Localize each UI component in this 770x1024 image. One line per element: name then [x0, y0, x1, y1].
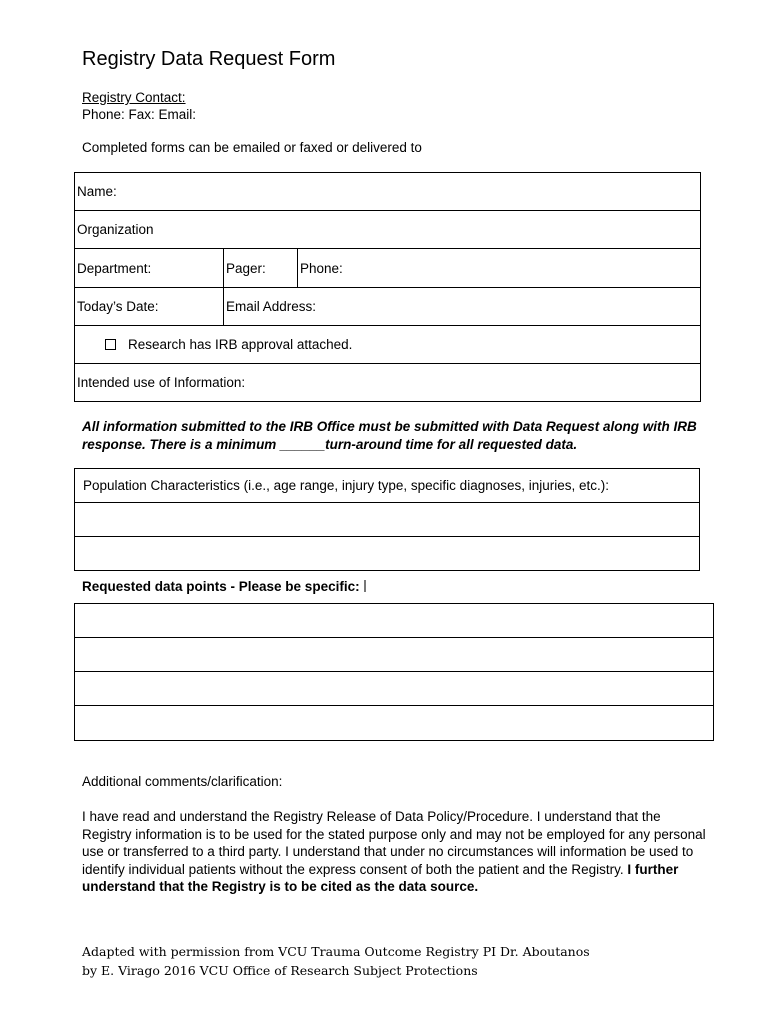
population-header: [75, 469, 700, 503]
requested-data-row[interactable]: [75, 604, 714, 638]
phone-field[interactable]: [298, 249, 701, 288]
date-label: Today’s Date:: [77, 299, 159, 314]
pager-field[interactable]: [224, 249, 298, 288]
population-label: Population Characteristics (i.e., age range, injury type, specific diagnoses, injuries, etc.):: [83, 478, 610, 493]
comments-label: Additional comments/clarification:: [82, 774, 283, 789]
footer-credits: [82, 942, 590, 980]
requested-data-label: Requested data points - Please be specific:: [82, 579, 360, 594]
contact-block: [82, 89, 196, 123]
page-title: Registry Data Request Form: [82, 48, 336, 70]
email-field[interactable]: [224, 288, 701, 326]
irb-checkbox[interactable]: [105, 339, 116, 350]
requested-data-row[interactable]: [75, 672, 714, 706]
intended-use-field[interactable]: [75, 364, 701, 402]
irb-notice: All information submitted to the IRB Office must be submitted with Data Request along with IRB response. There is a minimum ______turn-around time for all requested data.: [82, 419, 697, 452]
agreement-text: I have read and understand the Registry Release of Data Policy/Procedure. I understand that the Registry information is to be used for the stated purpose only and may not be employed for any personal use or transferred to a third party. I understand that under no circumstances will information be used to identify individual patients without the express consent of both the patient and the Registry.: [82, 809, 706, 877]
completed-instructions: Completed forms can be emailed or faxed or delivered to: [82, 140, 422, 155]
population-input-row[interactable]: [75, 503, 700, 537]
footer-line-1: Adapted with permission from VCU Trauma Outcome Registry PI Dr. Aboutanos: [82, 944, 590, 959]
population-input-row[interactable]: [75, 537, 700, 571]
requested-data-row[interactable]: [75, 706, 714, 741]
agreement-bold-text: I further understand that the Registry is to be cited as the data source.: [82, 861, 679, 894]
requested-data-row[interactable]: [75, 638, 714, 672]
department-field[interactable]: [75, 249, 224, 288]
contact-line: Phone: Fax: Email:: [82, 107, 197, 122]
pager-label: Pager:: [226, 260, 266, 276]
irb-checkbox-label: Research has IRB approval attached.: [128, 337, 353, 352]
organization-label: Organization: [77, 222, 154, 237]
population-table: [74, 468, 700, 571]
irb-checkbox-row: [75, 326, 701, 364]
department-label: Department:: [77, 260, 152, 276]
phone-label: Phone:: [300, 260, 343, 276]
requester-info-table: [74, 172, 701, 402]
name-field[interactable]: [75, 173, 701, 211]
intended-use-label: Intended use of Information:: [77, 375, 246, 390]
email-label: Email Address:: [226, 299, 317, 314]
footer-line-2: by E. Virago 2016 VCU Office of Research Subject Protections: [82, 963, 478, 978]
requested-data-table: [74, 603, 714, 741]
name-label: Name:: [77, 184, 117, 199]
organization-field[interactable]: [75, 211, 701, 249]
requested-data-heading: [82, 579, 366, 594]
agreement-paragraph: [82, 808, 712, 896]
text-cursor: [364, 580, 366, 592]
date-field[interactable]: [75, 288, 224, 326]
contact-label: Registry Contact:: [82, 90, 186, 105]
